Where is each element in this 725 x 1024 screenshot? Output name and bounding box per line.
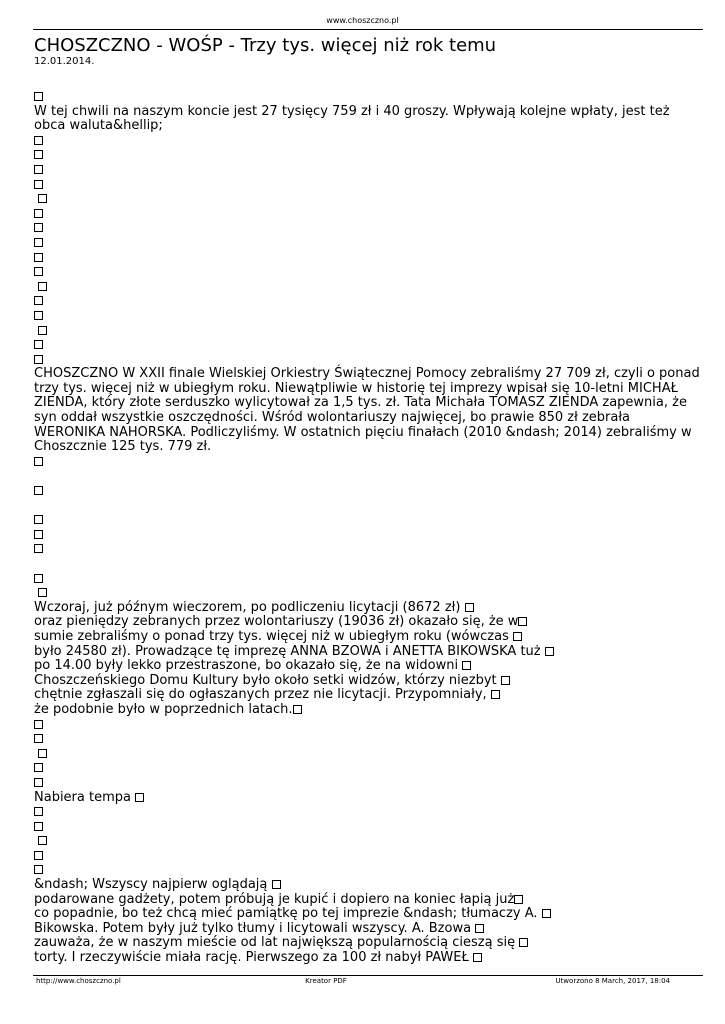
missing-image-placeholder xyxy=(34,338,702,353)
missing-image-placeholder xyxy=(34,90,702,105)
missing-image-placeholder xyxy=(34,776,702,791)
article-text-line: oraz pieniędzy zebranych przez wolontariuszy (19036 zł) okazało się, że w xyxy=(34,615,702,630)
missing-image-placeholder xyxy=(34,324,702,339)
article-text-line: torty. I rzeczywiście miała rację. Pierwszego za 100 zł nabył PAWEŁ xyxy=(34,951,702,966)
article-text-line: Bikowska. Potem były już tylko tłumy i licytowali wszyscy. A. Bzowa xyxy=(34,922,702,937)
article-text-line: Wczoraj, już późnym wieczorem, po podliczeniu licytacji (8672 zł) xyxy=(34,601,702,616)
article-text-line: sumie zebraliśmy o ponad trzy tys. więcej niż w ubiegłym roku (wówczas xyxy=(34,630,702,645)
article-body xyxy=(34,90,702,966)
missing-image-placeholder xyxy=(34,236,702,251)
article-text-line: po 14.00 były lekko przestraszone, bo okazało się, że na widowni xyxy=(34,659,702,674)
header-site-url[interactable]: www.choszczno.pl xyxy=(326,16,399,25)
article-text-line: zauważa, że w naszym mieście od lat największą popularnością cieszą się xyxy=(34,936,702,951)
article-text-line: że podobnie było w poprzednich latach. xyxy=(34,703,702,718)
missing-image-placeholder xyxy=(34,863,702,878)
missing-image-placeholder xyxy=(34,513,702,528)
article-intro: W tej chwili na naszym koncie jest 27 tysięcy 759 zł i 40 groszy. Wpływają kolejne wpłaty, jest też obca waluta&hellip; xyxy=(34,103,670,134)
footer-divider xyxy=(33,975,703,976)
missing-image-placeholder xyxy=(34,455,702,470)
footer-created-timestamp: Utworzono 8 March, 2017, 18:04 xyxy=(555,977,670,985)
missing-image-placeholder xyxy=(34,528,702,543)
missing-image-placeholder xyxy=(34,309,702,324)
missing-image-placeholder xyxy=(34,192,702,207)
missing-image-placeholder xyxy=(34,221,702,236)
article-text-line: &ndash; Wszyscy najpierw oglądają xyxy=(34,878,702,893)
missing-image-placeholder xyxy=(34,805,702,820)
missing-image-placeholder xyxy=(34,849,702,864)
missing-image-placeholder xyxy=(34,586,702,601)
article-date: 12.01.2014. xyxy=(34,56,95,67)
missing-image-placeholder xyxy=(34,207,702,222)
header-divider xyxy=(33,29,703,30)
missing-image-placeholder xyxy=(34,572,702,587)
missing-image-placeholder xyxy=(34,747,702,762)
article-title: CHOSZCZNO - WOŚP - Trzy tys. więcej niż rok temu xyxy=(34,35,497,56)
missing-image-placeholder xyxy=(34,148,702,163)
article-text-line: Choszczeńskiego Domu Kultury było około setki widzów, którzy niezbyt xyxy=(34,674,702,689)
missing-image-placeholder xyxy=(34,718,702,733)
missing-image-placeholder xyxy=(34,484,702,499)
missing-image-placeholder xyxy=(34,280,702,295)
article-summary: CHOSZCZNO W XXII finale Wielskiej Orkiestry Świątecznej Pomocy zebraliśmy 27 709 zł, czyli o ponad trzy tys. więcej niż w ubiegłym roku. Niewątpliwie w historię tej imprezy wpisał się 10-letni MICHAŁ ZIENDA, który złote serduszko wylicytował za 1,5 tys. zł. Tata Michała TOMASZ ZIENDA zapewnia, że syn oddał wszystkie oszczędności. Wśród wolontariuszy najwięcej, bo prawie 850 zł zebrała WERONIKA NAHORSKA. Podliczyliśmy. W ostatnich pięciu finałach (2010 &ndash; 2014) zebraliśmy w Choszcznie 125 tys. 779 zł. xyxy=(34,366,700,455)
article-text-line: podarowane gadżety, potem próbują je kupić i dopiero na koniec łapią już xyxy=(34,893,702,908)
footer-site-link[interactable]: http://www.choszczno.pl xyxy=(36,977,121,985)
missing-image-placeholder xyxy=(34,820,702,835)
missing-image-placeholder xyxy=(34,542,702,557)
article-text-line: było 24580 zł). Prowadzące tę imprezę ANNA BZOWA i ANETTA BIKOWSKA tuż xyxy=(34,645,702,660)
missing-image-placeholder xyxy=(34,251,702,266)
missing-image-placeholder xyxy=(34,265,702,280)
missing-image-placeholder xyxy=(34,761,702,776)
article-text-line: co popadnie, bo też chcą mieć pamiątkę po tej imprezie &ndash; tłumaczy A. xyxy=(34,907,702,922)
missing-image-placeholder xyxy=(34,134,702,149)
missing-image-placeholder xyxy=(34,834,702,849)
missing-image-placeholder xyxy=(34,178,702,193)
footer-generator: Kreator PDF xyxy=(305,977,347,985)
missing-image-placeholder xyxy=(34,294,702,309)
article-text-line: chętnie zgłaszali się do ogłaszanych przez nie licytacji. Przypomniały, xyxy=(34,688,702,703)
missing-image-placeholder xyxy=(34,732,702,747)
article-subheading: Nabiera tempa xyxy=(34,791,702,806)
missing-image-placeholder xyxy=(34,163,702,178)
